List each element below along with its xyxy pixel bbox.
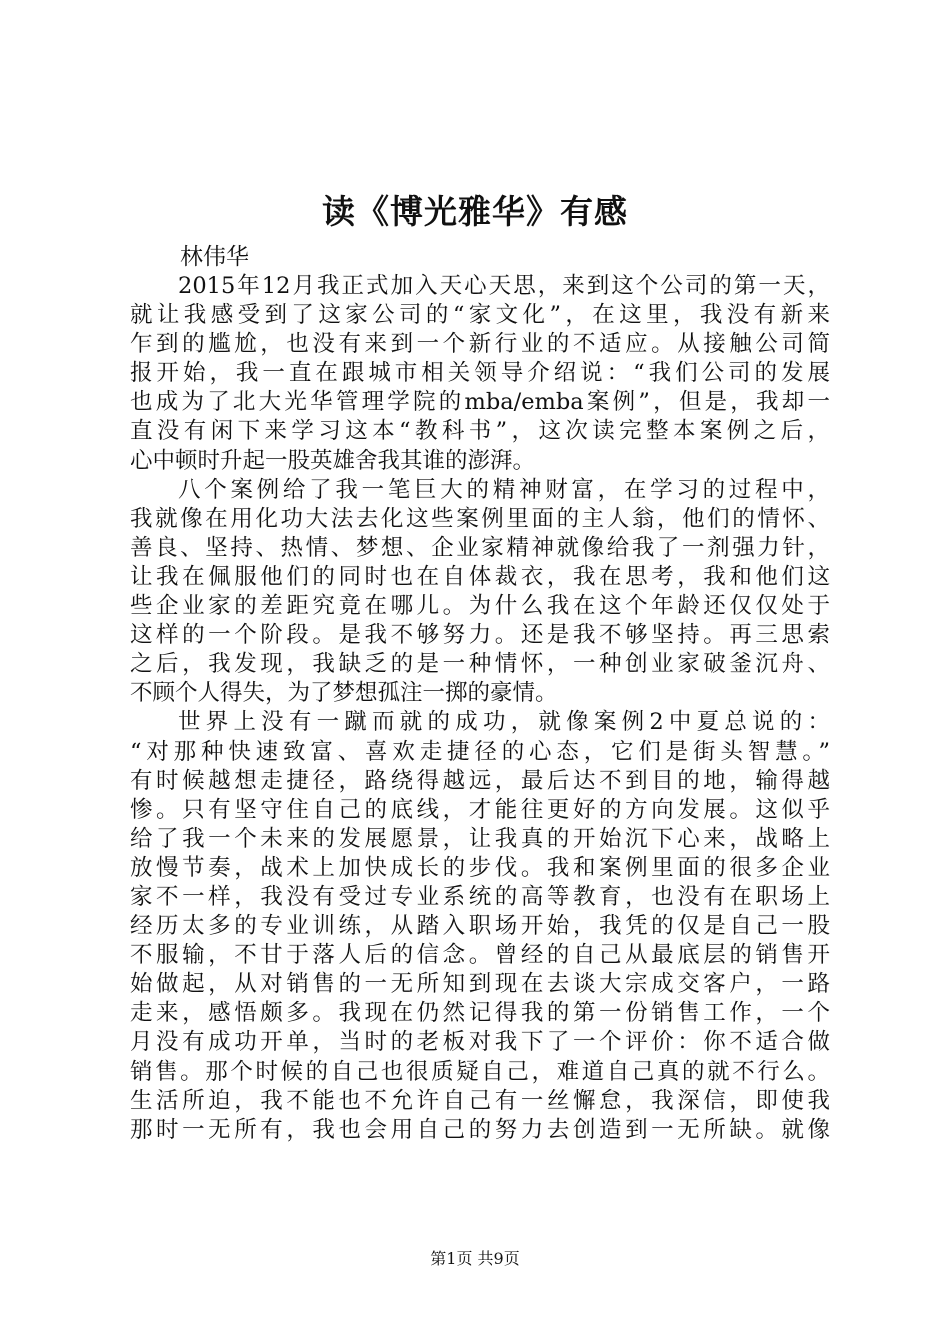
body-text-line: 就让我感受到了这家公司的“家文化”，在这里，我没有新来 [130,302,830,329]
body-text-line: 世界上没有一蹴而就的成功，就像案例2中夏总说的： [178,709,830,736]
body-text-line: 心中顿时升起一股英雄舍我其谁的澎湃。 [130,447,536,474]
body-text-line: 生活所迫，我不能也不允许自己有一丝懈怠，我深信，即使我 [130,1087,830,1114]
body-text-line: 走来，感悟颇多。我现在仍然记得我的第一份销售工作，一个 [130,1000,830,1027]
body-text-line: 给了我一个未来的发展愿景，让我真的开始沉下心来，战略上 [130,825,830,852]
body-text-line: 放慢节奏，战术上加快成长的步伐。我和案例里面的很多企业 [130,854,830,881]
body-text-line: 乍到的尴尬，也没有来到一个新行业的不适应。从接触公司简 [130,331,830,358]
body-text-line: 些企业家的差距究竟在哪儿。为什么我在这个年龄还仅仅处于 [130,593,830,620]
body-text-line: 有时候越想走捷径，路绕得越远，最后达不到目的地，输得越 [130,767,830,794]
body-text-line: 也成为了北大光华管理学院的mba/emba案例”，但是，我却一 [130,389,830,416]
body-text-line: 善良、坚持、热情、梦想、企业家精神就像给我了一剂强力针， [130,534,830,561]
document-title: 读《博光雅华》有感 [322,192,628,231]
body-text-line: 销售。那个时候的自己也很质疑自己，难道自己真的就不行么。 [130,1058,830,1085]
body-text-line: 始做起，从对销售的一无所知到现在去谈大宗成交客户，一路 [130,971,830,998]
body-text-line: 不顾个人得失，为了梦想孤注一掷的豪情。 [130,680,558,707]
body-text-line: 这样的一个阶段。是我不够努力。还是我不够坚持。再三思索 [130,622,830,649]
body-text-line: 惨。只有坚守住自己的底线，才能往更好的方向发展。这似乎 [130,796,830,823]
body-text-line: 2015年12月我正式加入天心天思，来到这个公司的第一天， [178,273,830,299]
document-body [130,272,830,1145]
body-text-line: 让我在佩服他们的同时也在自体裁衣，我在思考，我和他们这 [130,563,830,590]
page-footer: 第1页 共9页 [430,1249,520,1268]
body-text-line: 家不一样，我没有受过专业系统的高等教育，也没有在职场上 [130,883,830,910]
body-text-line: 我就像在用化功大法去化这些案例里面的主人翁，他们的情怀、 [130,505,830,532]
body-text-line: 月没有成功开单，当时的老板对我下了一个评价：你不适合做 [130,1029,830,1056]
body-text-line: 经历太多的专业训练，从踏入职场开始，我凭的仅是自己一股 [130,913,830,940]
body-text-line: 直没有闲下来学习这本“教科书”，这次读完整本案例之后， [130,418,830,445]
body-text-line: 那时一无所有，我也会用自己的努力去创造到一无所缺。就像 [130,1116,830,1143]
body-text-line: 八个案例给了我一笔巨大的精神财富，在学习的过程中， [178,476,830,503]
body-text-line: 之后，我发现，我缺乏的是一种情怀，一种创业家破釜沉舟、 [130,651,830,678]
body-text-line: “对那种快速致富、喜欢走捷径的心态，它们是街头智慧。” [130,738,830,765]
author-name: 林伟华 [180,244,249,270]
body-text-line: 不服输，不甘于落人后的信念。曾经的自己从最底层的销售开 [130,942,830,969]
body-text-line: 报开始，我一直在跟城市相关领导介绍说：“我们公司的发展 [130,360,830,387]
